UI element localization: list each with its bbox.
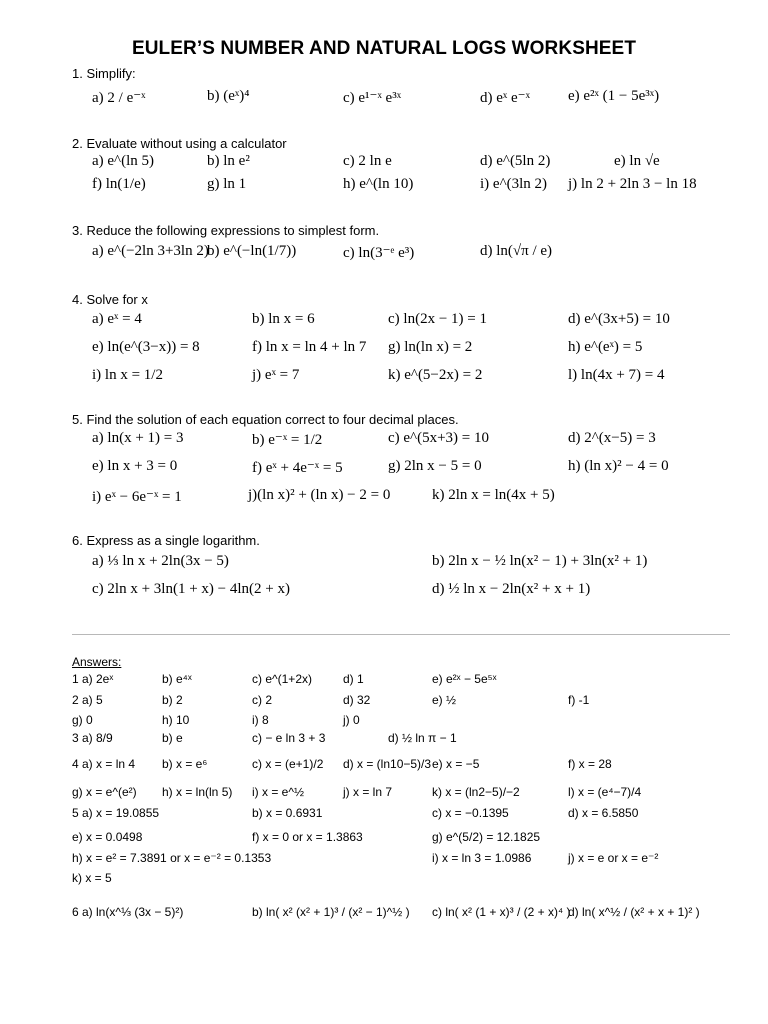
problem-item: i) ln x = 1/2 (92, 367, 163, 383)
answer-item: 6 a) ln(x^⅓ (3x − 5)²) (72, 905, 184, 919)
answer-item: i) x = e^½ (252, 785, 304, 799)
divider (72, 634, 730, 635)
answer-item: c) 2 (252, 693, 273, 707)
problem-item: d) ½ ln x − 2ln(x² + x + 1) (432, 581, 591, 597)
answer-item: d) x = (ln10−5)/3 (343, 757, 432, 771)
section-heading: 6. Express as a single logarithm. (72, 533, 260, 548)
problem-item: a) ln(x + 1) = 3 (92, 430, 184, 446)
problem-item: k) e^(5−2x) = 2 (388, 367, 483, 383)
problem-item: b) 2ln x − ½ ln(x² − 1) + 3ln(x² + 1) (432, 553, 648, 569)
problem-item: j)(ln x)² + (ln x) − 2 = 0 (248, 487, 391, 503)
answer-item: 3 a) 8/9 (72, 731, 113, 745)
answer-item: j) x = ln 7 (343, 785, 393, 799)
answer-item: 1 a) 2eˣ (72, 672, 114, 686)
answer-item: d) 1 (343, 672, 364, 686)
answer-item: d) ½ ln π − 1 (388, 731, 457, 745)
answer-item: 5 a) x = 19.0855 (72, 806, 160, 820)
problem-item: b) e⁻ˣ = 1/2 (252, 432, 323, 448)
answer-item: e) e²ˣ − 5e⁵ˣ (432, 672, 497, 686)
problem-item: f) eˣ + 4e⁻ˣ = 5 (252, 460, 343, 476)
answer-item: e) x = −5 (432, 757, 480, 771)
answer-item: g) e^(5/2) = 12.1825 (432, 830, 541, 844)
problem-item: f) ln x = ln 4 + ln 7 (252, 339, 367, 355)
answer-item: f) -1 (568, 693, 590, 707)
answer-item: e) x = 0.0498 (72, 830, 143, 844)
problem-item: i) e^(3ln 2) (480, 176, 548, 192)
problem-item: c) e^(5x+3) = 10 (388, 430, 490, 446)
answer-item: f) x = 28 (568, 757, 612, 771)
problem-item: g) ln 1 (207, 176, 247, 192)
problem-item: j) ln 2 + 2ln 3 − ln 18 (568, 176, 697, 192)
answer-item: d) x = 6.5850 (568, 806, 639, 820)
problem-item: b) ln x = 6 (252, 311, 315, 327)
problem-item: h) e^(ln 10) (343, 176, 414, 192)
problem-item: b) (eˣ)⁴ (207, 88, 250, 104)
problem-item: d) ln(√π / e) (480, 243, 553, 259)
answer-item: g) x = e^(e²) (72, 785, 137, 799)
problem-item: b) e^(−ln(1/7)) (207, 243, 297, 259)
answer-item: k) x = 5 (72, 871, 112, 885)
answer-item: b) 2 (162, 693, 183, 707)
problem-item: a) e^(−2ln 3+3ln 2) (92, 243, 209, 259)
problem-item: f) ln(1/e) (92, 176, 146, 192)
problem-item: d) eˣ e⁻ˣ (480, 90, 530, 106)
answer-item: l) x = (e⁴−7)/4 (568, 785, 642, 799)
problem-item: j) eˣ = 7 (252, 367, 300, 383)
answer-item: f) x = 0 or x = 1.3863 (252, 830, 363, 844)
answer-item: b) e⁴ˣ (162, 672, 192, 686)
problem-item: e) ln x + 3 = 0 (92, 458, 178, 474)
answer-item: e) ½ (432, 693, 457, 707)
problem-item: a) 2 / e⁻ˣ (92, 90, 146, 106)
section-heading: 4. Solve for x (72, 292, 148, 307)
answer-item: b) x = 0.6931 (252, 806, 323, 820)
answer-item: g) 0 (72, 713, 93, 727)
problem-item: e) e²ˣ (1 − 5e³ˣ) (568, 88, 660, 104)
answer-item: d) ln( x^½ / (x² + x + 1)² ) (568, 905, 700, 919)
problem-item: g) ln(ln x) = 2 (388, 339, 473, 355)
problem-item: g) 2ln x − 5 = 0 (388, 458, 482, 474)
section-heading: 2. Evaluate without using a calculator (72, 136, 287, 151)
answer-item: 4 a) x = ln 4 (72, 757, 136, 771)
answer-item: c) − e ln 3 + 3 (252, 731, 326, 745)
answer-item: i) 8 (252, 713, 269, 727)
problem-item: a) e^(ln 5) (92, 153, 155, 169)
answer-item: i) x = ln 3 = 1.0986 (432, 851, 532, 865)
answers-heading: Answers: (72, 655, 122, 669)
answer-item: h) x = e² = 7.3891 or x = e⁻² = 0.1353 (72, 851, 272, 865)
problem-item: a) eˣ = 4 (92, 311, 142, 327)
answer-item: j) 0 (343, 713, 360, 727)
problem-item: h) e^(eˣ) = 5 (568, 339, 643, 355)
answer-item: h) 10 (162, 713, 190, 727)
problem-item: c) 2 ln e (343, 153, 392, 169)
problem-item: b) ln e² (207, 153, 250, 169)
answer-item: c) e^(1+2x) (252, 672, 312, 686)
problem-item: c) e¹⁻ˣ e³ˣ (343, 90, 402, 106)
answer-item: 2 a) 5 (72, 693, 103, 707)
problem-item: c) 2ln x + 3ln(1 + x) − 4ln(2 + x) (92, 581, 290, 597)
answer-item: c) x = −0.1395 (432, 806, 509, 820)
problem-item: h) (ln x)² − 4 = 0 (568, 458, 669, 474)
section-heading: 5. Find the solution of each equation correct to four decimal places. (72, 412, 459, 427)
answer-item: b) x = e⁶ (162, 757, 208, 771)
problem-item: c) ln(2x − 1) = 1 (388, 311, 487, 327)
answer-item: h) x = ln(ln 5) (162, 785, 233, 799)
problem-item: e) ln √e (614, 153, 660, 169)
answer-item: b) e (162, 731, 183, 745)
problem-item: d) e^(5ln 2) (480, 153, 551, 169)
answer-item: c) ln( x² (1 + x)³ / (2 + x)⁴ ) (432, 905, 571, 919)
problem-item: e) ln(e^(3−x)) = 8 (92, 339, 200, 355)
section-heading: 1. Simplify: (72, 66, 136, 81)
problem-item: i) eˣ − 6e⁻ˣ = 1 (92, 489, 182, 505)
problem-item: d) 2^(x−5) = 3 (568, 430, 656, 446)
answer-item: b) ln( x² (x² + 1)³ / (x² − 1)^½ ) (252, 905, 410, 919)
answer-item: c) x = (e+1)/2 (252, 757, 324, 771)
problem-item: d) e^(3x+5) = 10 (568, 311, 670, 327)
problem-item: l) ln(4x + 7) = 4 (568, 367, 665, 383)
section-heading: 3. Reduce the following expressions to simplest form. (72, 223, 380, 238)
answer-item: k) x = (ln2−5)/−2 (432, 785, 520, 799)
problem-item: a) ⅓ ln x + 2ln(3x − 5) (92, 553, 229, 569)
page-title: EULER’S NUMBER AND NATURAL LOGS WORKSHEET (131, 38, 637, 59)
answer-item: j) x = e or x = e⁻² (568, 851, 659, 865)
answer-item: d) 32 (343, 693, 371, 707)
problem-item: c) ln(3⁻ᵉ e³) (343, 245, 415, 261)
problem-item: k) 2ln x = ln(4x + 5) (432, 487, 555, 503)
